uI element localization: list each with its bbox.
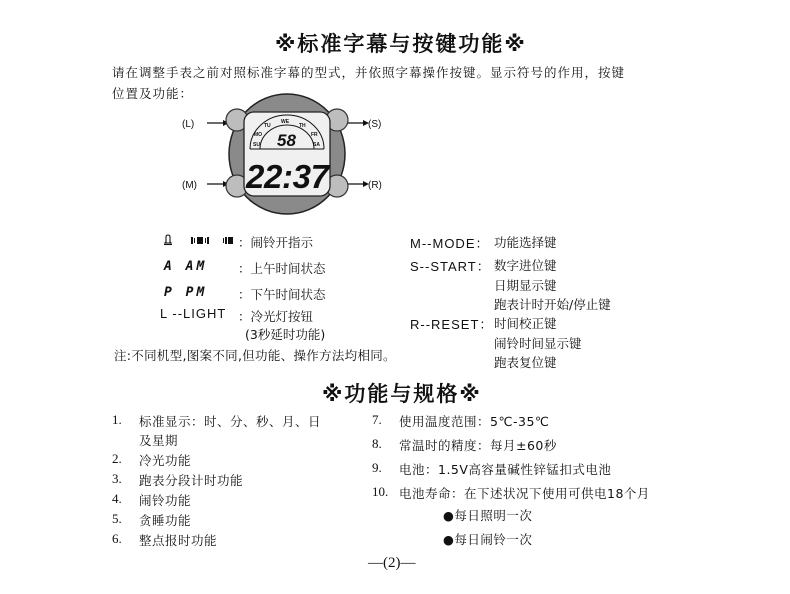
battery-note-light: ●每日照明一次	[443, 508, 533, 523]
spec-item-text: 整点报时功能	[139, 533, 218, 548]
alarm-sound-icon	[223, 237, 233, 244]
start-desc-1: 数字进位键	[494, 258, 557, 273]
spec-item-text: 闹铃功能	[139, 493, 192, 508]
light-sub-desc: (3秒延时功能)	[245, 327, 326, 342]
reset-desc-3: 跑表复位键	[494, 355, 557, 370]
am-desc: ：上午时间状态	[238, 261, 326, 276]
day-mo: MO	[254, 132, 263, 138]
spec-item-text: 贪睡功能	[139, 513, 192, 528]
day-fr: FR	[311, 132, 318, 138]
day-sa: SA	[313, 142, 320, 148]
spec-item-text: 冷光功能	[139, 453, 192, 468]
page-number: —(2)—	[368, 555, 416, 571]
spec-item-num: 6.	[112, 531, 122, 546]
spec-item-num: 8.	[372, 436, 382, 451]
mode-key: M--MODE：	[410, 236, 490, 251]
spec-item-text: 电池：1.5V高容量碱性锌锰扣式电池	[399, 462, 612, 477]
start-key: S--START：	[410, 259, 491, 274]
spec-item-text: 标准显示：时、分、秒、月、日	[139, 414, 322, 429]
spec-item-text: 跑表分段计时功能	[139, 473, 244, 488]
spec-item-num: 5.	[112, 511, 122, 526]
spec-item-num: 1.	[112, 412, 122, 427]
intro-line-1: 请在调整手表之前对照标准字幕的型式，并依照字幕操作按键。显示符号的作用，按键	[112, 65, 626, 80]
page-title: ※标准字幕与按键功能※	[275, 32, 527, 56]
battery-note-alarm: ●每日闹铃一次	[443, 532, 533, 547]
intro-line-2: 位置及功能：	[112, 86, 194, 101]
pm-desc: ：下午时间状态	[238, 287, 326, 302]
spec-item-num: 4.	[112, 491, 122, 506]
mode-desc: 功能选择键	[494, 235, 557, 250]
light-desc: ：冷光灯按钮	[238, 309, 314, 324]
note: 注:不同机型,图案不同,但功能、操作方法均相同。	[114, 348, 396, 363]
reset-key: R--RESET：	[410, 317, 494, 332]
spec-title: ※功能与规格※	[322, 382, 482, 406]
seconds-display: 58	[277, 131, 296, 150]
bell-icon	[164, 235, 172, 245]
light-key: L --LIGHT	[160, 306, 227, 321]
alarm-indicator-desc: ：闹铃开指示	[238, 235, 314, 250]
button-r-label: (R)	[368, 180, 382, 191]
watch-diagram	[180, 92, 395, 222]
start-desc-3: 跑表计时开始/停止键	[494, 297, 611, 312]
spec-item-num: 2.	[112, 451, 122, 466]
spec-item-text: 电池寿命：在下述状况下使用可供电18个月	[399, 486, 650, 501]
am-symbol: A AM	[164, 259, 208, 274]
day-su: SU	[253, 142, 260, 148]
day-we: WE	[281, 119, 290, 125]
spec-item-num: 9.	[372, 460, 382, 475]
spec-item-text: 及星期	[139, 433, 179, 448]
alarm-symbols	[160, 234, 240, 248]
spec-item-text: 常温时的精度：每月±60秒	[399, 438, 557, 453]
spec-item-text: 使用温度范围：5℃-35℃	[399, 414, 550, 429]
button-m-label: (M)	[182, 180, 197, 191]
reset-desc-2: 闹铃时间显示键	[494, 336, 582, 351]
time-display: 22:37	[246, 158, 328, 195]
pm-symbol: P PM	[164, 285, 208, 300]
button-s-label: (S)	[368, 119, 382, 130]
spec-item-num: 7.	[372, 412, 382, 427]
spec-item-num: 10.	[372, 484, 389, 499]
day-tu: TU	[264, 123, 271, 129]
reset-desc-1: 时间校正键	[494, 316, 557, 331]
alarm-on-icon	[191, 237, 209, 244]
start-desc-2: 日期显示键	[494, 278, 557, 293]
day-th: TH	[299, 123, 306, 129]
spec-item-num: 3.	[112, 471, 122, 486]
button-l-label: (L)	[182, 119, 195, 130]
